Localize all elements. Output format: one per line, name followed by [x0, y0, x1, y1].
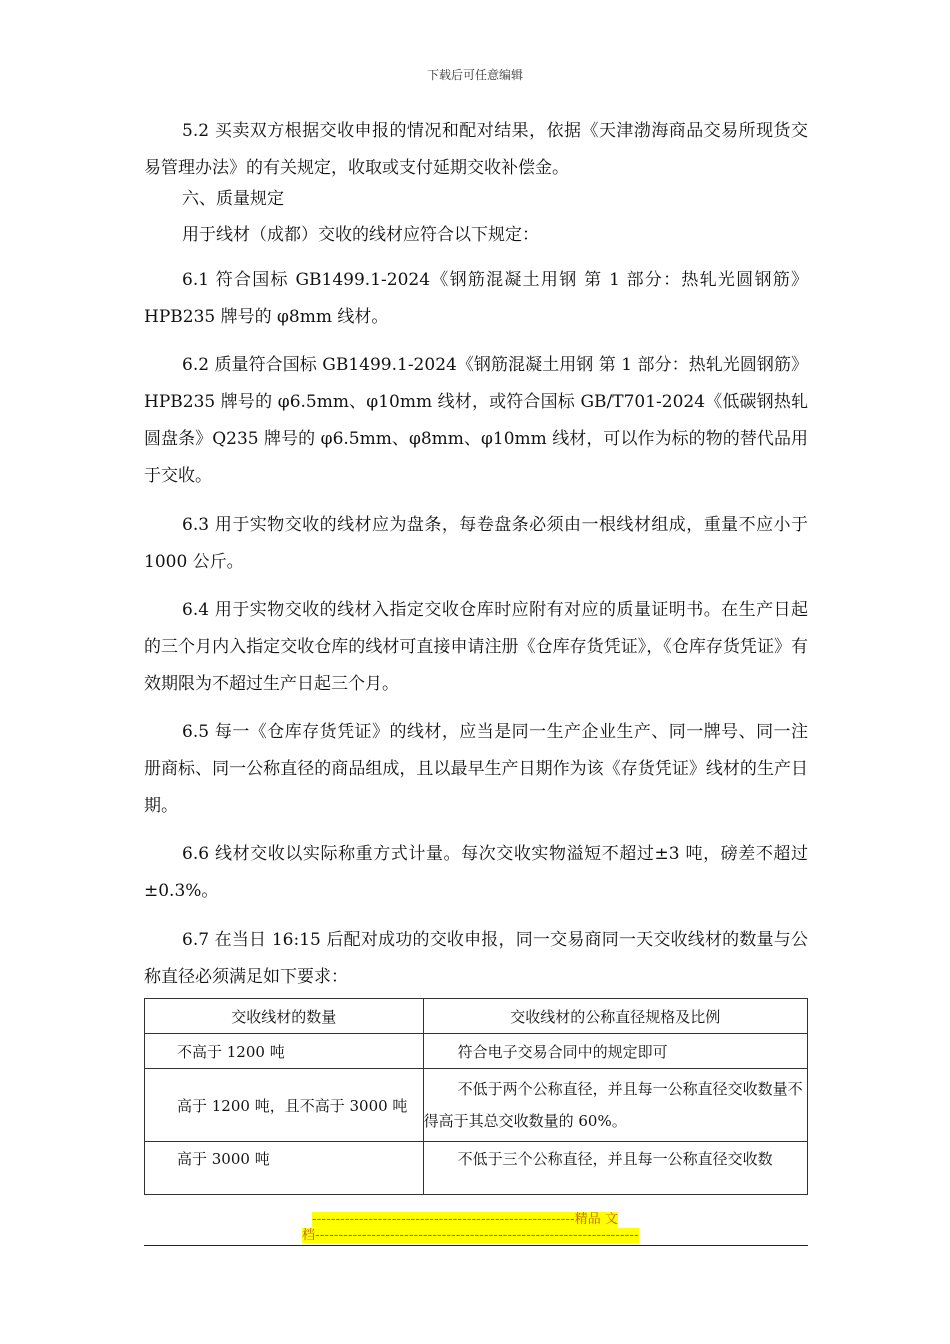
paragraph-6-7: 6.7 在当日 16:15 后配对成功的交收申报，同一交易商同一天交收线材的数量与公称直径必须满足如下要求： — [144, 930, 808, 987]
footer-divider — [144, 1245, 808, 1246]
footer-watermark — [302, 1212, 648, 1244]
paragraph-6-6: 6.6 线材交收以实际称重方式计量。每次交收实物溢短不超过±3 吨，磅差不超过±0.3%。 — [144, 844, 808, 901]
paragraph-6-1: 6.1 符合国标 GB1499.1-2024《钢筋混凝土用钢 第 1 部分：热轧光圆钢筋》HPB235 牌号的 φ8mm 线材。 — [144, 270, 808, 327]
table-cell-spec: 不低于三个公称直径，并且每一公称直径交收数 — [423, 1142, 807, 1195]
footer-line-1: --------------------------------------------------------精品 文 — [312, 1212, 618, 1227]
table-cell-quantity: 高于 1200 吨，且不高于 3000 吨 — [145, 1069, 424, 1142]
footer-line-2: 档--------------------------------------------------------------------- — [302, 1228, 639, 1243]
table-cell-spec — [423, 1069, 807, 1142]
table-header-cell: 交收线材的数量 — [145, 999, 424, 1034]
delivery-spec-table — [144, 998, 808, 1195]
table-row — [145, 1069, 808, 1142]
paragraph-5-2: 5.2 买卖双方根据交收申报的情况和配对结果，依据《天津渤海商品交易所现货交易管理办法》的有关规定，收取或支付延期交收补偿金。 — [144, 121, 808, 178]
section-heading-quality: 六、质量规定 — [182, 189, 284, 209]
table-cell-quantity: 不高于 1200 吨 — [145, 1034, 424, 1069]
page-header: 下载后可任意编辑 — [426, 68, 523, 82]
paragraph-6-4: 6.4 用于实物交收的线材入指定交收仓库时应附有对应的质量证明书。在生产日起的三个月内入指定交收仓库的线材可直接申请注册《仓库存货凭证》，《仓库存货凭证》有效期限为不超过生产日起三个月。 — [144, 600, 808, 694]
paragraph-6-3: 6.3 用于实物交收的线材应为盘条，每卷盘条必须由一根线材组成，重量不应小于 1000 公斤。 — [144, 515, 808, 572]
table-header-cell: 交收线材的公称直径规格及比例 — [423, 999, 807, 1034]
table-cell-spec-text: 不低于两个公称直径，并且每一公称直径交收数量不得高于其总交收数量的 60%。 — [423, 1080, 803, 1130]
table-row — [145, 1142, 808, 1195]
paragraph-6-2: 6.2 质量符合国标 GB1499.1-2024《钢筋混凝土用钢 第 1 部分：热轧光圆钢筋》HPB235 牌号的 φ6.5mm、φ10mm 线材，或符合国标 GB/T701-2024《低碳钢热轧圆盘条》Q235 牌号的 φ6.5mm、φ8mm、φ10mm 线材，可以作为标的物的替代品用于交收。 — [144, 355, 808, 486]
table-row — [145, 1034, 808, 1069]
table-cell-spec: 符合电子交易合同中的规定即可 — [423, 1034, 807, 1069]
table-header-row — [145, 999, 808, 1034]
table-cell-quantity: 高于 3000 吨 — [145, 1142, 424, 1195]
paragraph-intro: 用于线材（成都）交收的线材应符合以下规定： — [182, 225, 539, 245]
paragraph-6-5: 6.5 每一《仓库存货凭证》的线材，应当是同一生产企业生产、同一牌号、同一注册商标、同一公称直径的商品组成，且以最早生产日期作为该《存货凭证》线材的生产日期。 — [144, 722, 808, 816]
